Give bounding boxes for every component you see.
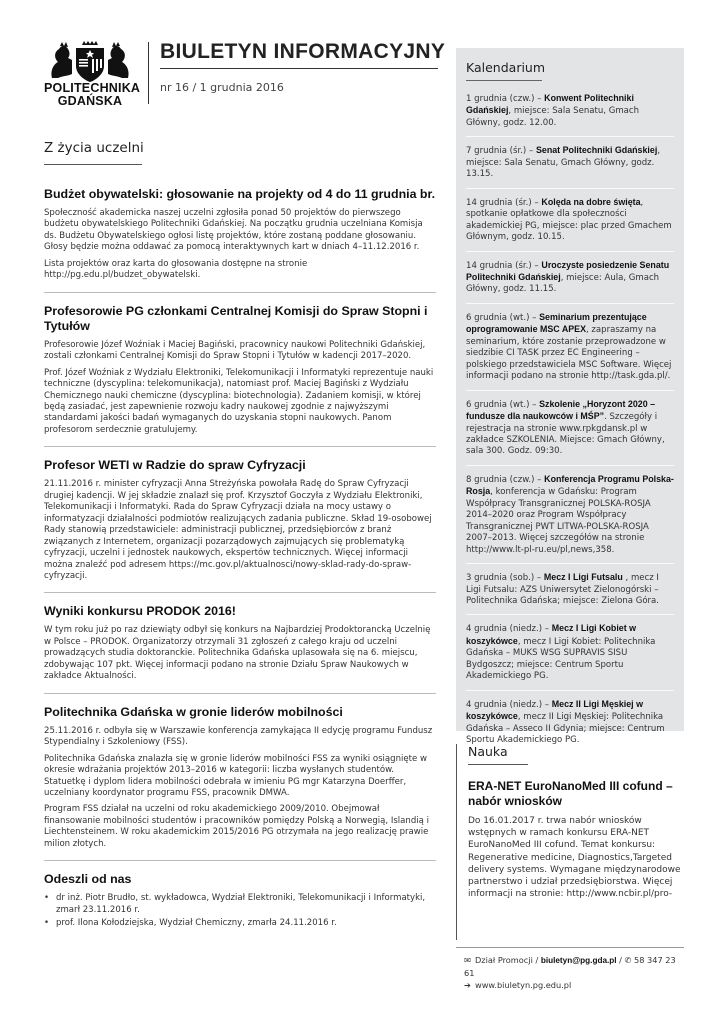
science-title: Nauka xyxy=(468,744,528,765)
obituary-item: • dr inż. Piotr Brudło, st. wykładowca, Wydział Elektroniki, Telekomunikacji i Informatyki, zmarł 23.11.2016 r. xyxy=(44,893,436,916)
article-title: Profesorowie PG członkami Centralnej Komisji do Spraw Stopni i Tytułów xyxy=(44,303,428,333)
event-date: 14 grudnia (śr.) – xyxy=(466,260,542,271)
crest-icon xyxy=(46,40,134,82)
header-divider xyxy=(148,42,149,104)
issue-number: nr 16 / 1 grudnia 2016 xyxy=(160,81,284,94)
event-name: Konwent Politechniki Gdańskiej xyxy=(466,93,634,116)
event-date: 4 grudnia (niedz.) – xyxy=(466,624,552,635)
obituary-item: • prof. Ilona Kołodziejska, Wydział Chemiczny, zmarła 24.11.2016 r. xyxy=(44,918,436,929)
article-title: Odeszli od nas xyxy=(44,872,132,887)
event-date: 14 grudnia (śr.) – xyxy=(466,197,542,208)
contact-website[interactable]: www.biuletyn.pg.edu.pl xyxy=(475,980,572,990)
event-details: , konferencja w Gdańsku: Program Współpracy Transgranicznej POLSKA-ROSJA 2014–2020 oraz Program Współpracy Transgranicznej PWT LITWA-POLSKA-ROSJA 2007–2013. Więcej szczegółów na stronie http://www.lt-pl-ru.eu/pl,news,358. xyxy=(466,487,651,555)
event-date: 4 grudnia (niedz.) – xyxy=(466,699,552,710)
calendar-title: Kalendarium xyxy=(466,60,542,81)
contact-phone: 58 347 23 61 xyxy=(464,955,676,978)
calendar-panel xyxy=(456,48,684,746)
logo-text-line-1: POLITECHNIKA xyxy=(44,81,141,95)
event-details: , mecz I Ligi Futsalu: AZS Uniwersytet Zielonogórski – Politechnika Gdańska; miejsce: Zielona Góra. xyxy=(466,573,660,606)
calendar-event xyxy=(466,399,674,466)
event-name: Senat Politechniki Gdańskiej xyxy=(535,145,658,156)
contact-line xyxy=(464,954,684,979)
science-article-title: ERA-NET EuroNanoMed III cofund – nabór wniosków xyxy=(468,779,673,808)
section-title: Z życia uczelni xyxy=(44,140,142,165)
calendar-event xyxy=(466,145,674,188)
bulletin-title: BIULETYN INFORMACYJNY xyxy=(160,40,446,63)
event-details: , miejsce: Aula, Gmach Główny, godz. 11.15. xyxy=(466,272,660,295)
article-paragraph: Profesorowie Józef Woźniak i Maciej Bagiński, pracownicy naukowi Politechniki Gdańskiej, zostali członkami Centralnej Komisji do Spraw Stopni i Tytułów w kadencji 2017–2020. xyxy=(44,339,426,362)
obituary-list xyxy=(44,893,436,929)
article-paragraph: Społeczność akademicka naszej uczelni zgłosiła ponad 50 projektów do pierwszego budżetu obywatelskiego Politechniki Gdańskiej. Na początku grudnia uczelniana Komisja ds. Budżetu Obywatelskiego ogłosi listę projektów, które zostaną poddane głosowaniu. Głosy będzie można oddawać za pomocą interaktywnych kart w dniach 4–11.12.2016 r. xyxy=(44,208,423,253)
event-details: , zapraszamy na seminarium, które zostanie przeprowadzone w siedzibie CI TASK przez EC Engineering – polskiego przedstawiciela MSC Software. Więcej informacji podano na stronie http://task.gda.pl/. xyxy=(466,325,672,382)
event-details: , spotkanie opłatkowe dla społeczności akademickiej PG, miejsce: plac przed Gmachem Głównym, godz. 10.15. xyxy=(466,197,672,243)
contact-footer xyxy=(456,947,684,991)
calendar-event xyxy=(466,197,674,252)
article-paragraph: Lista projektów oraz karta do głosowania dostępne na stronie http://pg.edu.pl/budzet_obywatelski. xyxy=(44,258,308,281)
event-name: Kolęda na dobre święta xyxy=(541,196,641,207)
title-underline xyxy=(160,68,438,69)
event-details: , miejsce: Sala Senatu, Gmach Główny, godz. 13.15. xyxy=(466,146,661,180)
calendar-event xyxy=(466,623,674,690)
contact-dept: Dział Promocji / xyxy=(475,955,541,965)
article-budget xyxy=(44,187,436,293)
article-obituary xyxy=(44,872,436,941)
article-paragraph: Program FSS działał na uczelni od roku akademickiego 2009/2010. Obejmował finansowanie mobilności studentów i pracowników pomiędzy Polską a Norwegią, Islandią i Liechtensteinem. W roku akademickim 2015/2016 PG otrzymała na jego realizację prawie milion złotych. xyxy=(44,804,429,849)
calendar-event xyxy=(466,312,674,391)
article-paragraph: 21.11.2016 r. minister cyfryzacji Anna Streżyńska powołała Radę do Spraw Cyfryzacji drugiej kadencji. W jej składzie znalazł się prof. Krzysztof Goczyła z Wydziału Elektroniki, Telekomunikacji i Informatyki. Rada do Spraw Cyfryzacji działa na mocy ustawy o informatyzacji działalności podmiotów realizujących zadania publiczne. Skład 19-osobowej Rady stanowią przedstawiciele: administracji publicznej, przedsiębiorców z branż związanych z Internetem, organizacji pozarządowych zajmujących się problematyką cyfryzacji, uczelni i jednostek naukowych, ekspertów technicznych. Więcej informacji można znaleźć pod adresem https://mc.gov.pl/aktualnosci/nowy-sklad-rady-do-spraw-cyfryzacji. xyxy=(44,479,432,581)
article-mobility xyxy=(44,705,436,862)
article-paragraph: 25.11.2016 r. odbyła się w Warszawie konferencja zamykająca II edycję programu Fundusz Stypendialny i Szkoleniowy (FSS). xyxy=(44,725,433,748)
calendar-event xyxy=(466,260,674,304)
event-details: , mecz I Ligi Kobiet: Politechnika Gdańska – MUKS WSG SUPRAVIS SISU Bydgoszcz; miejsce: Centrum Sportu Akademickiego PG. xyxy=(466,636,656,682)
event-date: 7 grudnia (śr.) – xyxy=(466,146,536,157)
science-divider xyxy=(456,744,457,940)
article-title: Profesor WETI w Radzie do spraw Cyfryzacji xyxy=(44,458,306,473)
article-title: Budżet obywatelski: głosowanie na projekty od 4 do 11 grudnia br. xyxy=(44,187,436,201)
article-commission xyxy=(44,304,436,448)
event-date: 6 grudnia (wt.) – xyxy=(466,312,540,323)
article-prodok xyxy=(44,604,436,693)
calendar-event xyxy=(466,93,674,137)
science-panel xyxy=(456,744,684,900)
event-details: , miejsce: Sala Senatu, Gmach Główny, godz. 12.00. xyxy=(466,106,640,128)
science-article-text: Do 16.01.2017 r. trwa nabór wniosków wstępnych w ramach konkursu ERA-NET EuroNanoMed III cofund. Temat konkursu: Regenerative medicine, Diagnostics,Targeted delivery systems. Wymagane międzynarodowe partnerstwo i udział przedsiębiorstwa. Więcej informacji na stronie: http://www.ncbir.pl/pro- xyxy=(468,816,681,900)
logo-text-line-2: GDAŃSKA xyxy=(57,94,123,108)
article-paragraph: W tym roku już po raz dziewiąty odbył się konkurs na Najbardziej Prodoktorancką Uczelnię w Polsce – PRODOK. Organizatorzy otrzymali 31 zgłoszeń z całego kraju od uczelni prowadzących studia doktoranckie. Politechnika Gdańska uplasowała się na 6. miejscu, zdobywając 107 pkt. Więcej informacji podano na stronie Działu Spraw Naukowych w zakładce Aktualności. xyxy=(44,625,431,682)
article-title: Wyniki konkursu PRODOK 2016! xyxy=(44,604,236,619)
event-date: 6 grudnia (wt.) – xyxy=(466,399,540,410)
event-date: 1 grudnia (czw.) – xyxy=(466,94,545,104)
event-name: Seminarium prezentujące oprogramowanie MSC APEX xyxy=(466,311,647,335)
event-name: Uroczyste posiedzenie Senatu Politechniki Gdańskiej xyxy=(466,259,670,282)
event-details: , mecz II Ligi Męskiej: Politechnika Gdańska – Asseco II Gdynia; miejsce: Centrum Sportu Akademickiego PG. xyxy=(466,712,665,746)
article-digitization xyxy=(44,458,436,593)
website-line xyxy=(464,979,684,991)
article-paragraph: Prof. Józef Woźniak z Wydziału Elektroniki, Telekomunikacji i Informatyki reprezentuje nauki techniczne (dyscyplina: telekomunikacja), natomiast prof. Maciej Bagiński z Wydziału Chemicznego nauki chemiczne (dyscyplina: biotechnologia). Zadaniem komisji, w której będą zasiadać, jest zapewnienie rozwoju kadry naukowej zgodnie z najwyższymi standardami jakości badań wymaganych do uzyskania stopni naukowych. Panom profesorom serdecznie gratulujemy. xyxy=(44,367,434,435)
calendar-event xyxy=(466,474,674,564)
event-date: 3 grudnia (sob.) – xyxy=(466,573,544,584)
event-name: Konferencja Programu Polska-Rosja xyxy=(466,473,674,497)
event-details: . Szczegóły i rejestracja na stronie www.rpkgdansk.pl w zakładce SZKOLENIA. Miejsce: Gmach Główny, sala 300. Godz. 09:30. xyxy=(466,412,665,457)
article-title: Politechnika Gdańska w gronie liderów mobilności xyxy=(44,704,343,719)
event-name: Mecz II Ligi Męskiej w koszykówce xyxy=(466,698,643,722)
event-date: 8 grudnia (czw.) – xyxy=(466,474,545,485)
main-column xyxy=(44,140,436,942)
phone-icon: / ✆ xyxy=(616,955,635,965)
event-name: Mecz I Ligi Kobiet w koszykówce xyxy=(466,623,637,646)
event-name: Mecz I Ligi Futsalu xyxy=(543,572,623,583)
university-logo xyxy=(44,40,141,108)
arrow-icon: ➔ xyxy=(464,980,471,990)
contact-email[interactable]: biuletyn@pg.gda.pl xyxy=(540,956,617,965)
event-name: Szkolenie „Horyzont 2020 – fundusze dla naukowców i MŚP” xyxy=(466,398,656,422)
calendar-event xyxy=(466,572,674,615)
article-paragraph: Politechnika Gdańska znalazła się w gronie liderów mobilności FSS za wyniki osiągnięte w okresie wdrażania projektów 2013–2016 w kategorii: liczba wysłanych studentów. Statuetkę i dyplom lidera mobilności odebrała w imieniu PG mgr Katarzyna Doerffer, uczelniany koordynator programu FSS, pracownik DMWA. xyxy=(44,753,427,798)
mail-icon: ✉ xyxy=(464,955,471,965)
